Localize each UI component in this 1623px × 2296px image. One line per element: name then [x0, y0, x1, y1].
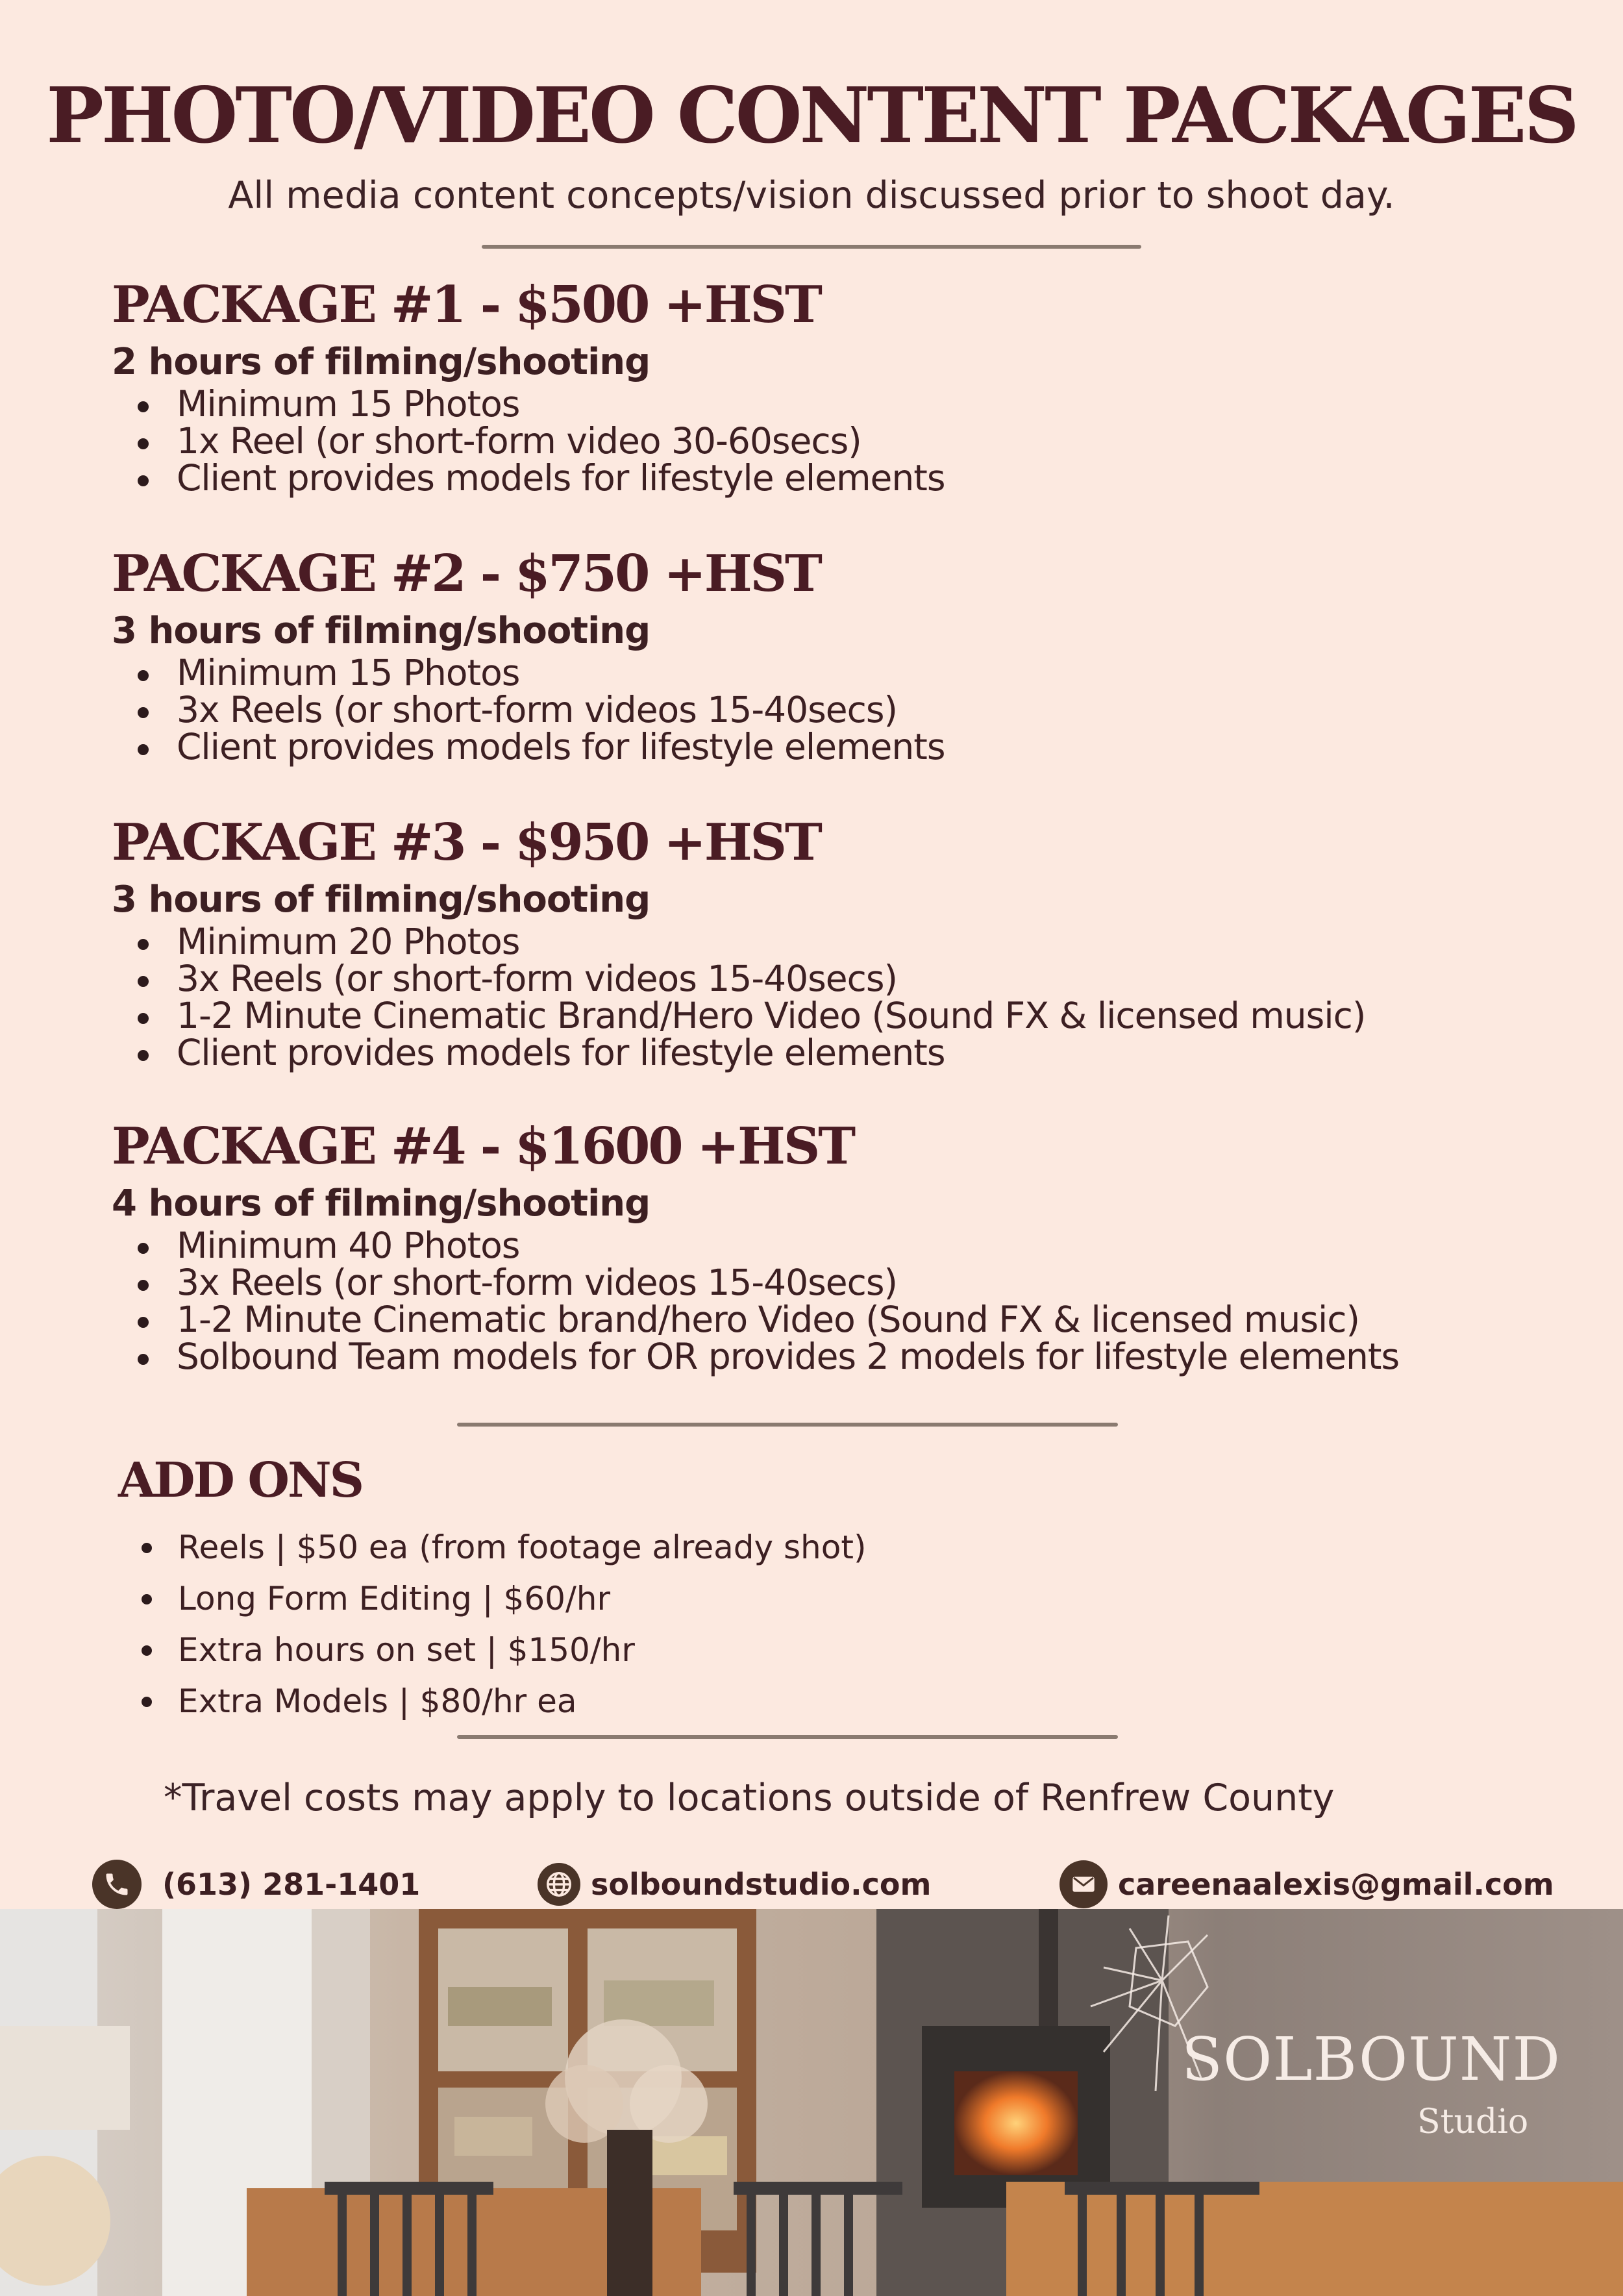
package-2	[112, 544, 1540, 766]
package-hours: 3 hours of filming/shooting	[112, 879, 650, 921]
list-item: Reels | $50 ea (from footage already shot)	[118, 1522, 1546, 1573]
addons-title: ADD ONS	[118, 1453, 363, 1508]
globe-icon	[538, 1863, 580, 1906]
package-hours: 2 hours of filming/shooting	[112, 341, 650, 383]
divider	[482, 245, 1141, 249]
interior-photo-drawing	[0, 1909, 1623, 2296]
package-title: PACKAGE #3 - $950 +HST	[112, 813, 821, 872]
list-item: Minimum 15 Photos	[112, 655, 1540, 692]
package-hours: 4 hours of filming/shooting	[112, 1182, 650, 1225]
addons-list	[118, 1522, 1546, 1727]
page-subtitle: All media content concepts/vision discussed prior to shoot day.	[228, 174, 1395, 217]
brand-logo: SOLBOUND	[1182, 2025, 1561, 2094]
list-item: Extra Models | $80/hr ea	[118, 1676, 1546, 1727]
phone-number: (613) 281-1401	[162, 1867, 421, 1902]
package-hours: 3 hours of filming/shooting	[112, 610, 650, 652]
contact-email[interactable]	[1059, 1858, 1554, 1910]
list-item: Solbound Team models for OR provides 2 models for lifestyle elements	[112, 1338, 1540, 1375]
interior-photo	[0, 1909, 1623, 2296]
list-item: Client provides models for lifestyle elements	[112, 460, 1540, 497]
list-item: Client provides models for lifestyle elements	[112, 1034, 1540, 1071]
divider	[457, 1423, 1118, 1427]
list-item: Minimum 15 Photos	[112, 386, 1540, 423]
addons-section	[118, 1448, 1546, 1727]
list-item: Long Form Editing | $60/hr	[118, 1573, 1546, 1625]
package-title: PACKAGE #4 - $1600 +HST	[112, 1117, 854, 1176]
package-items	[112, 652, 1540, 767]
list-item: 3x Reels (or short-form videos 15-40secs)	[112, 960, 1540, 997]
brand-sub: Studio	[1417, 2103, 1529, 2141]
list-item: Client provides models for lifestyle elements	[112, 729, 1540, 766]
package-4	[112, 1117, 1540, 1375]
list-item: 1-2 Minute Cinematic brand/hero Video (Sound FX & licensed music)	[112, 1301, 1540, 1338]
list-item: 3x Reels (or short-form videos 15-40secs)	[112, 692, 1540, 729]
divider	[457, 1735, 1118, 1739]
contact-website[interactable]	[538, 1858, 931, 1910]
package-1	[112, 275, 1540, 497]
phone-icon	[92, 1860, 142, 1909]
envelope-icon	[1059, 1860, 1108, 1908]
package-title: PACKAGE #1 - $500 +HST	[112, 275, 821, 334]
contact-phone[interactable]	[92, 1858, 420, 1910]
list-item: Minimum 20 Photos	[112, 923, 1540, 960]
list-item: 1x Reel (or short-form video 30-60secs)	[112, 423, 1540, 460]
list-item: 3x Reels (or short-form videos 15-40secs)	[112, 1264, 1540, 1301]
package-items	[112, 383, 1540, 499]
email-address[interactable]: careenaalexis@gmail.com	[1118, 1867, 1554, 1902]
package-title: PACKAGE #2 - $750 +HST	[112, 544, 821, 603]
package-3	[112, 813, 1540, 1071]
page-title: PHOTO/VIDEO CONTENT PACKAGES	[46, 70, 1577, 160]
website-link[interactable]: solboundstudio.com	[591, 1867, 932, 1902]
travel-note: *Travel costs may apply to locations outside of Renfrew County	[164, 1777, 1335, 1819]
package-items	[112, 1227, 1540, 1375]
list-item: 1-2 Minute Cinematic Brand/Hero Video (Sound FX & licensed music)	[112, 997, 1540, 1034]
list-item: Minimum 40 Photos	[112, 1227, 1540, 1264]
list-item: Extra hours on set | $150/hr	[118, 1625, 1546, 1676]
package-items	[112, 923, 1540, 1071]
